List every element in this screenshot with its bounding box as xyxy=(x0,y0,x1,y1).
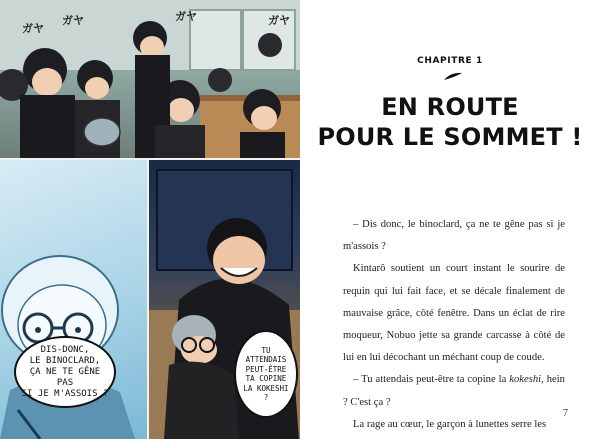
chapter-title-line-2: POUR LE SOMMET ! xyxy=(317,123,583,151)
chapter-title-line-1: EN ROUTE xyxy=(381,93,519,121)
sfx-ambient-1: ガヤ xyxy=(22,22,44,35)
sfx-ambient-3: ガヤ xyxy=(62,14,84,27)
comic-panel-bus-crowd xyxy=(0,0,300,158)
paragraph-text: hein ? C'est ça ? xyxy=(343,374,565,408)
speech-bubble-kokeshi: TU ATTENDAIS PEUT-ÊTRE TA COPINE LA KOKESHI ? xyxy=(234,330,298,418)
paragraph xyxy=(343,369,565,413)
body-text xyxy=(343,214,565,436)
page-number: 7 xyxy=(563,408,568,419)
paragraph: Kintarô soutient un court instant le sourire de requin qui lui fait face, et se décale finalement de mauvaise grâce, côté fenêtre. Dans un éclat de rire moqueur, Nobuo jette sa grande carcasse à côté de lui en lui décochant un méchant coup de coude. xyxy=(343,263,565,364)
paragraph-text: – Tu attendais peut-être ta copine la xyxy=(353,374,510,386)
speech-bubble-taunt: DIS-DONC, LE BINOCLARD, ÇA NE TE GÊNE PAS SI JE M'ASSOIS ? xyxy=(14,336,116,408)
comic-panel-glasses-boy xyxy=(0,160,147,439)
paragraph-text: , xyxy=(541,374,544,386)
chapter-title xyxy=(300,92,600,152)
bus-crowd-illustration xyxy=(0,0,300,158)
emphasis-kokeshi: kokeshi xyxy=(509,374,542,386)
feather-icon xyxy=(443,71,463,81)
sfx-ambient-4: ガヤ xyxy=(268,14,290,27)
text-page xyxy=(300,0,600,439)
sfx-ambient-2: ガヤ xyxy=(175,10,197,23)
comic-panel-bully-shove xyxy=(149,160,300,439)
paragraph: La rage au cœur, le garçon à lunettes serre les xyxy=(353,418,547,430)
chapter-label: CHAPITRE 1 xyxy=(417,56,483,66)
paragraph: – Dis donc, le binoclard, ça ne te gêne pas si je m'assois ? xyxy=(343,219,565,253)
